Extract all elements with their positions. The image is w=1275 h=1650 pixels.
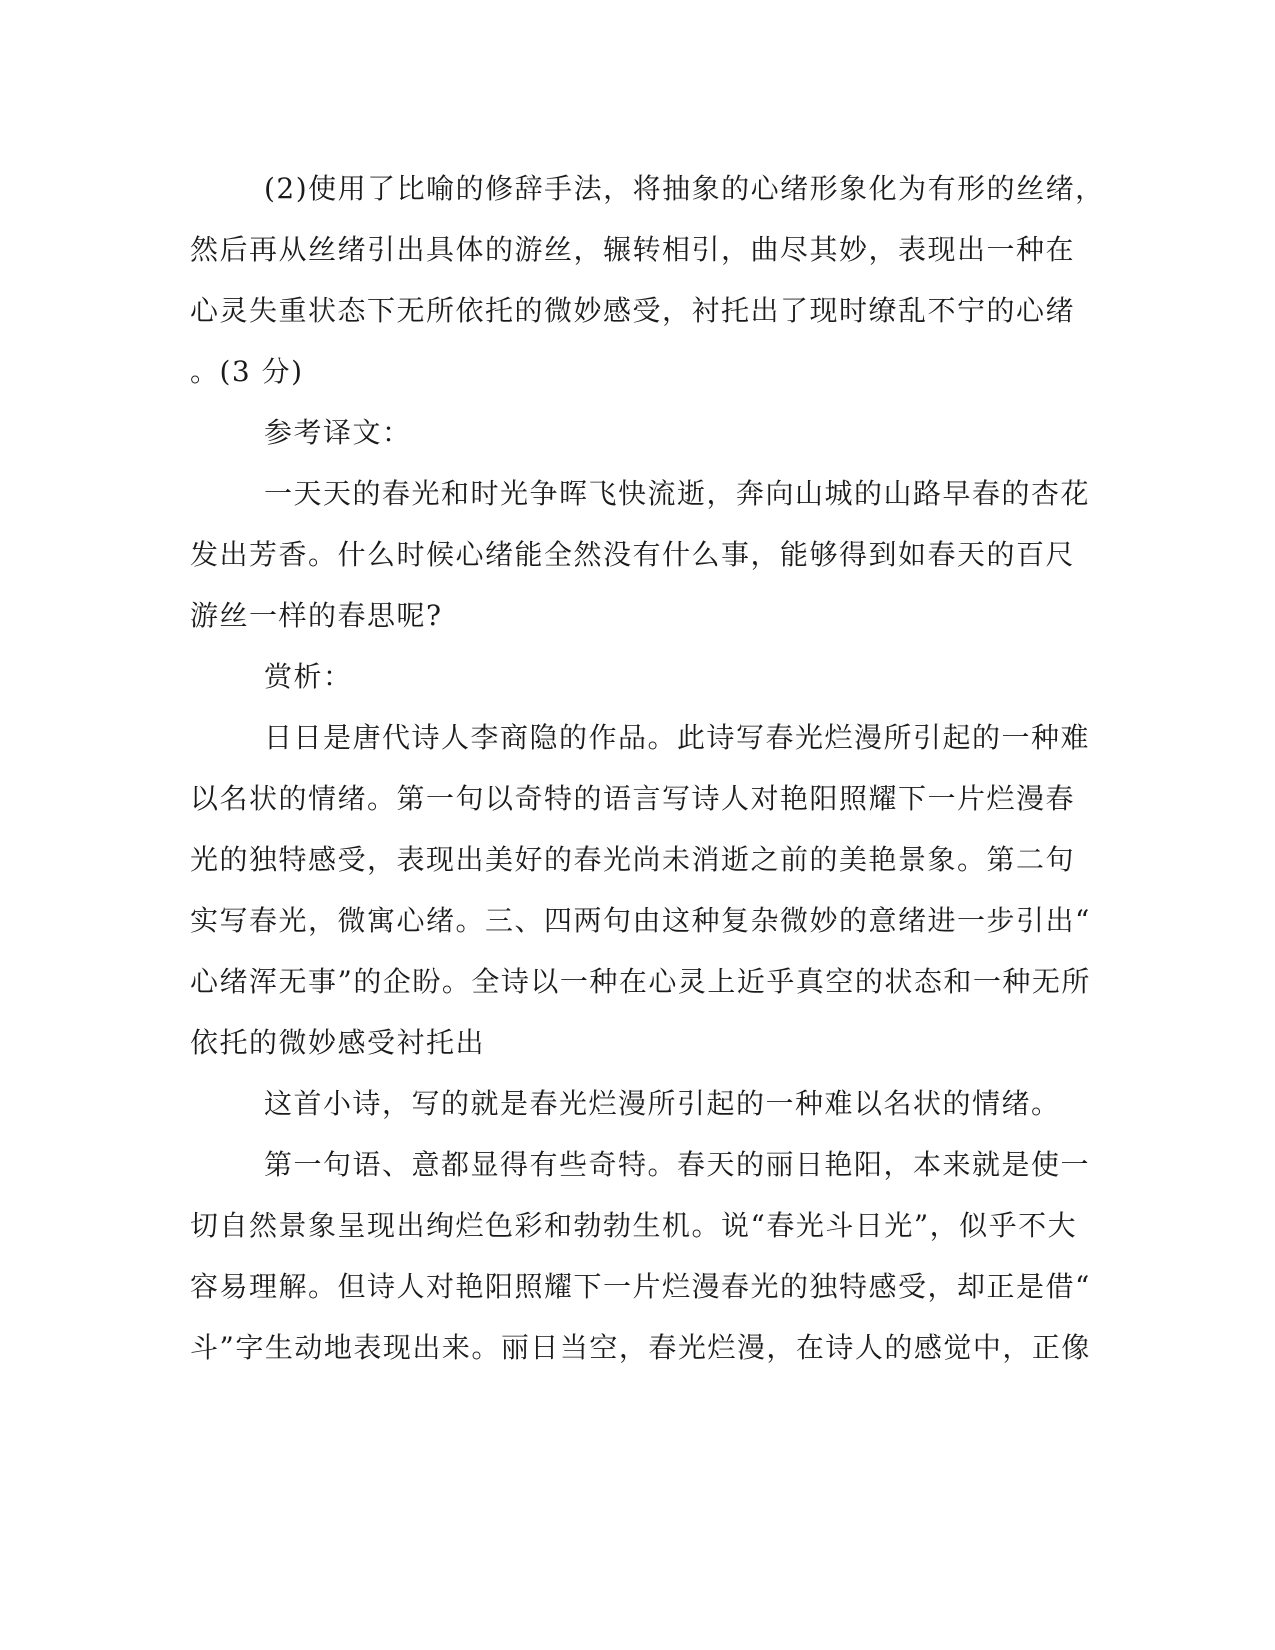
text-line: 赏析： <box>264 660 353 693</box>
translation-paragraph <box>190 463 1091 646</box>
text-line: 游丝一样的春思呢? <box>190 599 443 632</box>
answer-paragraph <box>190 158 1105 402</box>
appreciation-heading <box>190 646 1080 707</box>
appreciation-paragraph <box>190 707 1091 1073</box>
text-line: 一天天的春光和时光争晖飞快流逝，奔向山城的山路早春的杏花 <box>264 477 1091 510</box>
text-line: 第一句语、意都显得有些奇特。春天的丽日艳阳，本来就是使一 <box>264 1148 1091 1181</box>
text-line: 日日是唐代诗人李商隐的作品。此诗写春光烂漫所引起的一种难 <box>264 721 1091 754</box>
text-line: 切自然景象呈现出绚烂色彩和勃勃生机。说“春光斗日光”，似乎不大 <box>190 1209 1078 1242</box>
document-body <box>190 158 1105 1378</box>
text-line: 心绪浑无事”的企盼。全诗以一种在心灵上近乎真空的状态和一种无所 <box>190 965 1091 998</box>
text-line: 这首小诗，写的就是春光烂漫所引起的一种难以名状的情绪。 <box>264 1087 1061 1120</box>
text-line: 容易理解。但诗人对艳阳照耀下一片烂漫春光的独特感受，却正是借“ <box>190 1270 1091 1303</box>
text-line: 以名状的情绪。第一句以奇特的语言写诗人对艳阳照耀下一片烂漫春 <box>190 782 1076 815</box>
text-line: 。(3 分) <box>190 355 304 388</box>
text-line: 光的独特感受，表现出美好的春光尚未消逝之前的美艳景象。第二句 <box>190 843 1076 876</box>
text-line: 实写春光，微寓心绪。三、四两句由这种复杂微妙的意绪进一步引出“ <box>190 904 1091 937</box>
text-line: 依托的微妙感受衬托出 <box>190 1026 486 1059</box>
summary-paragraph <box>190 1073 1080 1134</box>
text-line: 发出芳香。什么时候心绪能全然没有什么事，能够得到如春天的百尺 <box>190 538 1076 571</box>
text-line: 斗”字生动地表现出来。丽日当空，春光烂漫，在诗人的感觉中，正像 <box>190 1331 1091 1364</box>
text-line: 参考译文： <box>264 416 412 449</box>
text-line: (2)使用了比喻的修辞手法，将抽象的心绪形象化为有形的丝绪， <box>264 172 1105 205</box>
text-line: 然后再从丝绪引出具体的游丝，辗转相引，曲尽其妙，表现出一种在 <box>190 233 1076 266</box>
text-line: 心灵失重状态下无所依托的微妙感受，衬托出了现时缭乱不宁的心绪 <box>190 294 1076 327</box>
analysis-paragraph <box>190 1134 1091 1378</box>
translation-heading <box>190 402 1080 463</box>
